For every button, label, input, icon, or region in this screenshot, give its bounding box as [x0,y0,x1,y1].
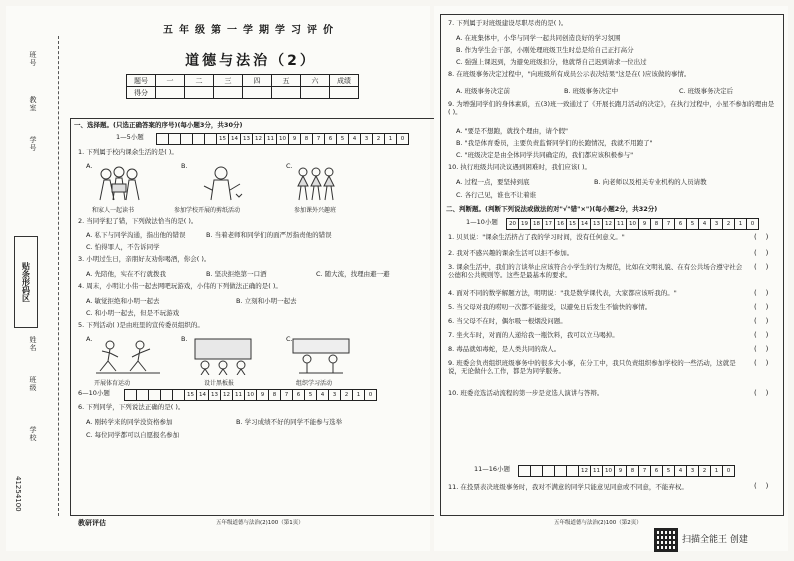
score-header-cell: 一 [156,75,185,87]
section1-heading: 一、选择题。(只选正确答案的序号)(每小题3分，共30分) [74,121,243,129]
score-grid [518,465,735,477]
binding-strip [6,36,66,516]
binding-label: 班号 [29,51,37,67]
option-a: A. 私下与同学沟通，指出他的错误 [86,231,186,239]
score-header-cell: 四 [243,75,272,87]
answer-blank[interactable]: ( ) [754,317,769,325]
option-c: C. 怕得罪人，不告诉同学 [86,243,160,251]
grid-cell[interactable]: 7 [281,390,293,400]
grid-cell[interactable]: 7 [313,134,325,144]
score-cell[interactable] [301,87,330,99]
grid-cell[interactable]: 15 [217,134,229,144]
grid-cell[interactable]: 4 [317,390,329,400]
option-b: B. 作为学生会干部，小刚处理班级卫生时总是给自己正打高分 [456,46,634,54]
grid-cell[interactable] [137,390,149,400]
judgment-item: 1. 贝贝说："课余生活挤占了我的学习时间，没有任何意义。" [448,233,625,241]
option-b: B. 坚决拒绝第一口酒 [206,270,267,278]
answer-blank[interactable]: ( ) [754,345,769,353]
grid-cell[interactable]: 9 [639,219,651,229]
grid-cell[interactable]: 15 [567,219,579,229]
grid-cell[interactable] [193,134,205,144]
option-b: B. [181,335,188,343]
answer-blank[interactable]: ( ) [754,359,769,367]
grid-cell[interactable] [519,466,531,476]
score-grid [124,389,377,401]
grid-cell[interactable]: 10 [245,390,257,400]
grid-cell[interactable]: 8 [627,466,639,476]
grid-cell[interactable]: 1 [711,466,723,476]
judgment-item: 8. 毒品就如毒蛇，是人类共同的敌人。 [448,345,561,353]
grid-cell[interactable]: 5 [663,466,675,476]
grid-cell[interactable] [555,466,567,476]
question-9: 9. 为增强同学们的身体素质，五(3)班一致通过了《开展长跑月活动的决定》，在执行过程中，小星不参加的理由是( )。 [448,100,775,116]
score-header-cell: 题号 [127,75,156,87]
judgment-item: 6. 当父母不在时，偶尔吸一根烟没问题。 [448,317,567,325]
score-header-cell: 六 [301,75,330,87]
left-page [6,6,430,551]
grid-cell[interactable]: 9 [615,466,627,476]
grid-label: 6—10小题 [78,389,110,397]
question-1: 1. 下列属于校内课余生活的是( )。 [78,148,178,156]
grid-cell[interactable]: 10 [627,219,639,229]
score-cell[interactable] [272,87,301,99]
question-3: 3. 小明过生日，亲朋好友劝你喝酒，你会( )。 [78,255,211,263]
grid-cell[interactable]: 13 [241,134,253,144]
grid-cell[interactable] [567,466,579,476]
judgment-item: 7. 坐火车时，对面的人递给我一瓶饮料，我可以立马喝掉。 [448,331,619,339]
grid-cell[interactable]: 6 [651,466,663,476]
option-a: A. 过程一点，要坚持到底 [456,178,530,186]
binding-label: 姓名 [29,336,37,352]
judgment-item: 3. 课余生活中，我们的言谈举止应该符合小学生的行为规范，比如在文明礼貌、在有公共场合遵守社会公德和公共规则等。这些是最基本的要求。 [448,263,743,279]
grid-cell[interactable]: 11 [591,466,603,476]
binding-label: 学号 [29,136,37,152]
score-cell[interactable] [156,87,185,99]
exam-subtitle: 道德与法治（2） [185,53,317,69]
grid-cell[interactable]: 7 [663,219,675,229]
study-group-illustration [291,337,351,375]
grid-cell[interactable]: 6 [325,134,337,144]
grid-cell[interactable]: 2 [341,390,353,400]
grid-label: 1—5小题 [116,133,144,141]
grid-cell[interactable]: 1 [385,134,397,144]
exam-title: 五年级第一学期学习评价 [163,25,339,36]
caption: 参加课外兴趣班 [294,207,337,214]
grid-cell[interactable] [543,466,555,476]
grid-cell[interactable] [169,134,181,144]
grid-cell[interactable]: 8 [269,390,281,400]
blackboard-illustration [191,337,255,375]
grid-cell[interactable] [157,134,169,144]
answer-blank[interactable]: ( ) [754,263,769,271]
grid-cell[interactable]: 3 [329,390,341,400]
option-a: A. [86,162,93,170]
question-4: 4. 周末，小明让小伟一起去网吧玩游戏，小伟的下列做法正确的是( )。 [78,282,282,290]
score-cell[interactable] [330,87,359,99]
judgment-item: 5. 当父母对我的唠叨一次都不能接受，以避免日后发生不愉快的事情。 [448,303,652,311]
grid-cell[interactable]: 3 [361,134,373,144]
paper-cutting-illustration [196,164,246,202]
grid-cell[interactable]: 2 [699,466,711,476]
grid-cell[interactable]: 1 [735,219,747,229]
judgment-item: 9. 班委会负责组织班级事务中的很多大小事，在分工中，我只负责组织参加学校的一些活动，这就是说，无论做什么工作，都是为同学服务。 [448,359,736,375]
grid-cell[interactable]: 4 [349,134,361,144]
grid-cell[interactable]: 5 [305,390,317,400]
grid-cell[interactable]: 13 [209,390,221,400]
grid-cell[interactable]: 6 [293,390,305,400]
question-8: 8. 在班级事务决定过程中，"向班级所有成员公示表决结果"这是在( )应该做的事情。 [448,70,691,78]
grid-cell[interactable]: 16 [555,219,567,229]
option-b: B. 当着老师和同学们的面严厉指责他的错误 [206,231,332,239]
judgment-11: 11. 在投票表决班级事务时，我对不满意的同学只能意见同意或不同意，不能弃权。 [448,483,688,491]
score-header-cell: 三 [214,75,243,87]
option-b: B. 班级事务决定中 [564,87,619,95]
judgment-item: 4. 面对不同的数学解题方法，明明说："我是数学课代表，大家都应该听我的。" [448,289,677,297]
option-a: A. 先陪他，实在不行就拨我 [86,270,166,278]
score-table [126,74,359,99]
judgment-item: 10. 班委竞选活动流程的第一步是竞选人演讲与答辩。 [448,389,604,397]
page-footer: 五年级道德与法治(2)100（第2页） [554,520,642,526]
option-a: A. "要是不想跑，就找个理由，请个假" [456,127,568,135]
barcode-area: 贴条形码区 [14,236,38,328]
score-header-cell: 二 [185,75,214,87]
option-c: C. [286,335,293,343]
grid-cell[interactable]: 0 [726,468,731,474]
score-row-label: 得分 [127,87,156,99]
option-c: C. 各行己见，谁也不让着谁 [456,191,537,199]
answer-blank[interactable]: ( ) [754,331,769,339]
grid-cell[interactable]: 18 [531,219,543,229]
option-a: A. 在班集体中，小华与同学一起共同创造良好的学习氛围 [456,34,621,42]
answer-blank[interactable]: ( ) [754,289,769,297]
grid-cell[interactable]: 11 [233,390,245,400]
option-c: C. 每位同学都可以自愿报名参加 [86,431,180,439]
option-c: C. 强强上课迟到，为避免班级扣分，他就帮自己迟到请求一位出过 [456,58,647,66]
qr-code [654,528,678,552]
grid-cell[interactable]: 5 [337,134,349,144]
grid-cell[interactable]: 2 [373,134,385,144]
grid-cell[interactable]: 19 [519,219,531,229]
grid-label: 1—10小题 [466,218,498,226]
score-cell[interactable] [214,87,243,99]
grid-cell[interactable]: 0 [400,136,405,142]
option-c: C. "班级决定是由全体同学共同确定的，我们都应该积极参与" [456,151,634,159]
option-c: C. [286,162,293,170]
grid-cell[interactable]: 8 [651,219,663,229]
question-10: 10. 执行班级共同决议遇到困难时，我们应该( )。 [448,163,592,171]
score-cell[interactable] [185,87,214,99]
grid-cell[interactable] [531,466,543,476]
grid-cell[interactable]: 13 [591,219,603,229]
grid-cell[interactable] [205,134,217,144]
sports-illustration [96,337,160,375]
dance-class-illustration [291,164,341,202]
option-b: B. 立刻和小明一起去 [236,297,297,305]
grid-cell[interactable]: 9 [257,390,269,400]
grid-cell[interactable]: 1 [353,390,365,400]
option-a: A. 敏觉拒绝和小明一起去 [86,297,160,305]
grid-cell[interactable] [173,390,185,400]
answer-blank[interactable]: ( ) [754,482,769,490]
grid-cell[interactable]: 0 [750,221,755,227]
option-b: B. "我是体育委员，主要负责监督同学们的长跑情况，我就不用跑了" [456,139,653,147]
answer-blank[interactable]: ( ) [754,303,769,311]
option-c: C. 和小明一起去，但是不玩游戏 [86,309,180,317]
judgment-item: 2. 我对不感兴趣的课余生活可以拒不参加。 [448,249,574,257]
grid-cell[interactable]: 15 [185,390,197,400]
grid-cell[interactable]: 9 [289,134,301,144]
grid-cell[interactable]: 7 [639,466,651,476]
grid-cell[interactable]: 12 [579,466,591,476]
option-c: C. 随大流，找理由避一避 [316,270,390,278]
grid-cell[interactable]: 14 [229,134,241,144]
option-b: B. [181,162,188,170]
caption: 组织学习活动 [296,380,333,387]
grid-cell[interactable]: 12 [603,219,615,229]
family-reading-illustration [94,164,144,202]
caption: 参加学校开展的剪纸活动 [174,207,241,214]
grid-cell[interactable]: 3 [687,466,699,476]
answer-blank[interactable]: ( ) [754,233,769,241]
binding-label: 学校 [29,426,37,442]
grid-cell[interactable]: 2 [723,219,735,229]
grid-cell[interactable]: 3 [711,219,723,229]
stamp: 教研评估 [78,519,106,527]
caption: 开展体育运动 [94,380,131,387]
score-header-cell: 五 [272,75,301,87]
question-6: 6. 下列同学，下列说法正确的是( )。 [78,403,185,411]
grid-cell[interactable] [149,390,161,400]
right-page [434,6,788,551]
grid-cell[interactable]: 10 [603,466,615,476]
binding-label: 班级 [29,376,37,392]
answer-blank[interactable]: ( ) [754,389,769,397]
barcode-number: 41254100 [14,476,22,512]
grid-label: 11—16小题 [474,465,511,473]
grid-cell[interactable]: 11 [615,219,627,229]
score-header-cell: 成绩 [330,75,359,87]
option-c: C. 班级事务决定后 [679,87,734,95]
grid-cell[interactable]: 12 [253,134,265,144]
option-a: A. [86,335,93,343]
caption: 和家人一起读书 [92,207,135,214]
cut-line [58,36,59,516]
grid-cell[interactable]: 11 [265,134,277,144]
scanner-watermark: 扫描全能王 创建 [682,535,748,545]
option-b: B. 向老师以及相关专业机构的人员请教 [594,178,707,186]
question-7: 7. 下列属于对班级建设尽职尽责的是( )。 [448,19,568,27]
grid-cell[interactable]: 12 [221,390,233,400]
grid-cell[interactable]: 14 [579,219,591,229]
grid-cell[interactable]: 17 [543,219,555,229]
grid-cell[interactable]: 10 [277,134,289,144]
option-a: A. 班级事务决定前 [456,87,510,95]
score-grid [156,133,409,145]
grid-cell[interactable]: 4 [675,466,687,476]
option-b: B. 学习成绩不好的同学不能参与选举 [236,418,343,426]
grid-cell[interactable]: 4 [699,219,711,229]
grid-cell[interactable] [161,390,173,400]
grid-cell[interactable]: 14 [197,390,209,400]
caption: 设计黑板报 [204,380,235,387]
grid-cell[interactable]: 6 [675,219,687,229]
page-footer: 五年级道德与法治(2)100（第1页） [216,520,304,526]
question-2: 2. 当同学犯了错，下列做法恰当的是( )。 [78,217,198,225]
question-5: 5. 下列活动( )是由班里的宣传委员组织的。 [78,321,204,329]
section2-heading: 二、判断题。(判断下列说法或做法的对"√"错"×")(每小题2分，共32分) [446,205,658,213]
grid-cell[interactable]: 8 [301,134,313,144]
answer-blank[interactable]: ( ) [754,249,769,257]
grid-cell[interactable]: 20 [507,219,519,229]
score-cell[interactable] [243,87,272,99]
grid-cell[interactable] [125,390,137,400]
score-grid [506,218,759,230]
binding-label: 教室 [29,96,37,112]
grid-cell[interactable]: 5 [687,219,699,229]
grid-cell[interactable] [181,134,193,144]
option-a: A. 刚转学来的同学没资格参加 [86,418,173,426]
grid-cell[interactable]: 0 [368,392,373,398]
